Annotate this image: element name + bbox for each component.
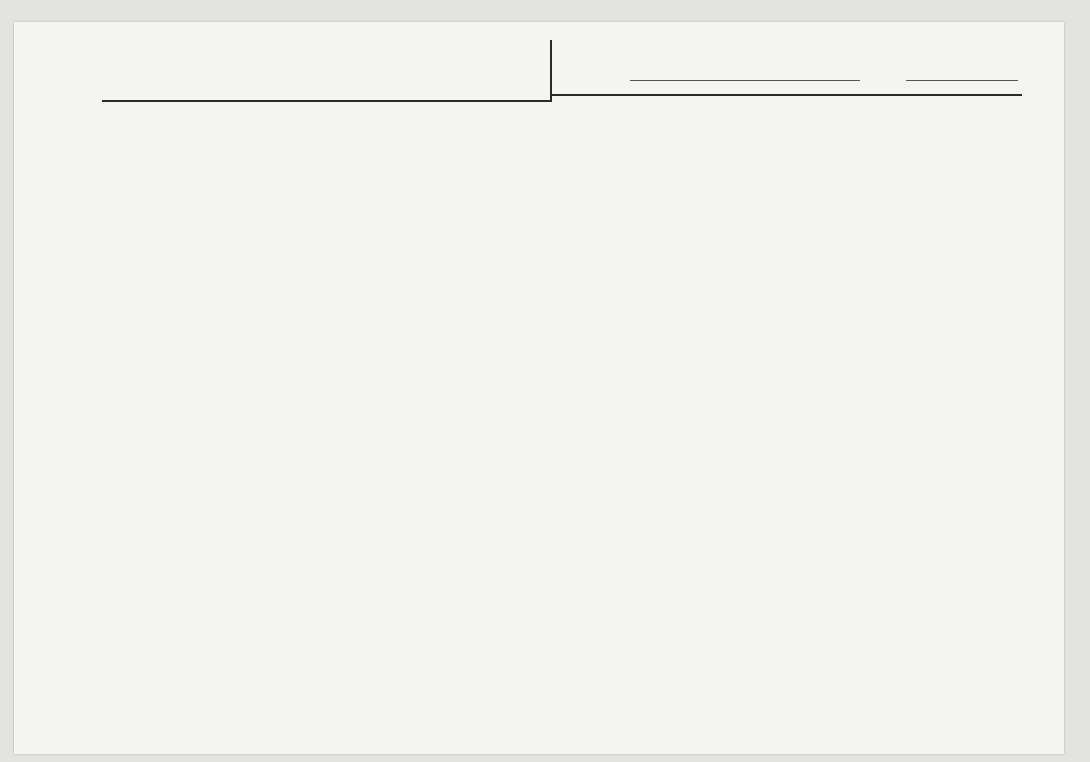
census-form-sheet [14,22,1064,754]
data-table [14,22,1064,754]
